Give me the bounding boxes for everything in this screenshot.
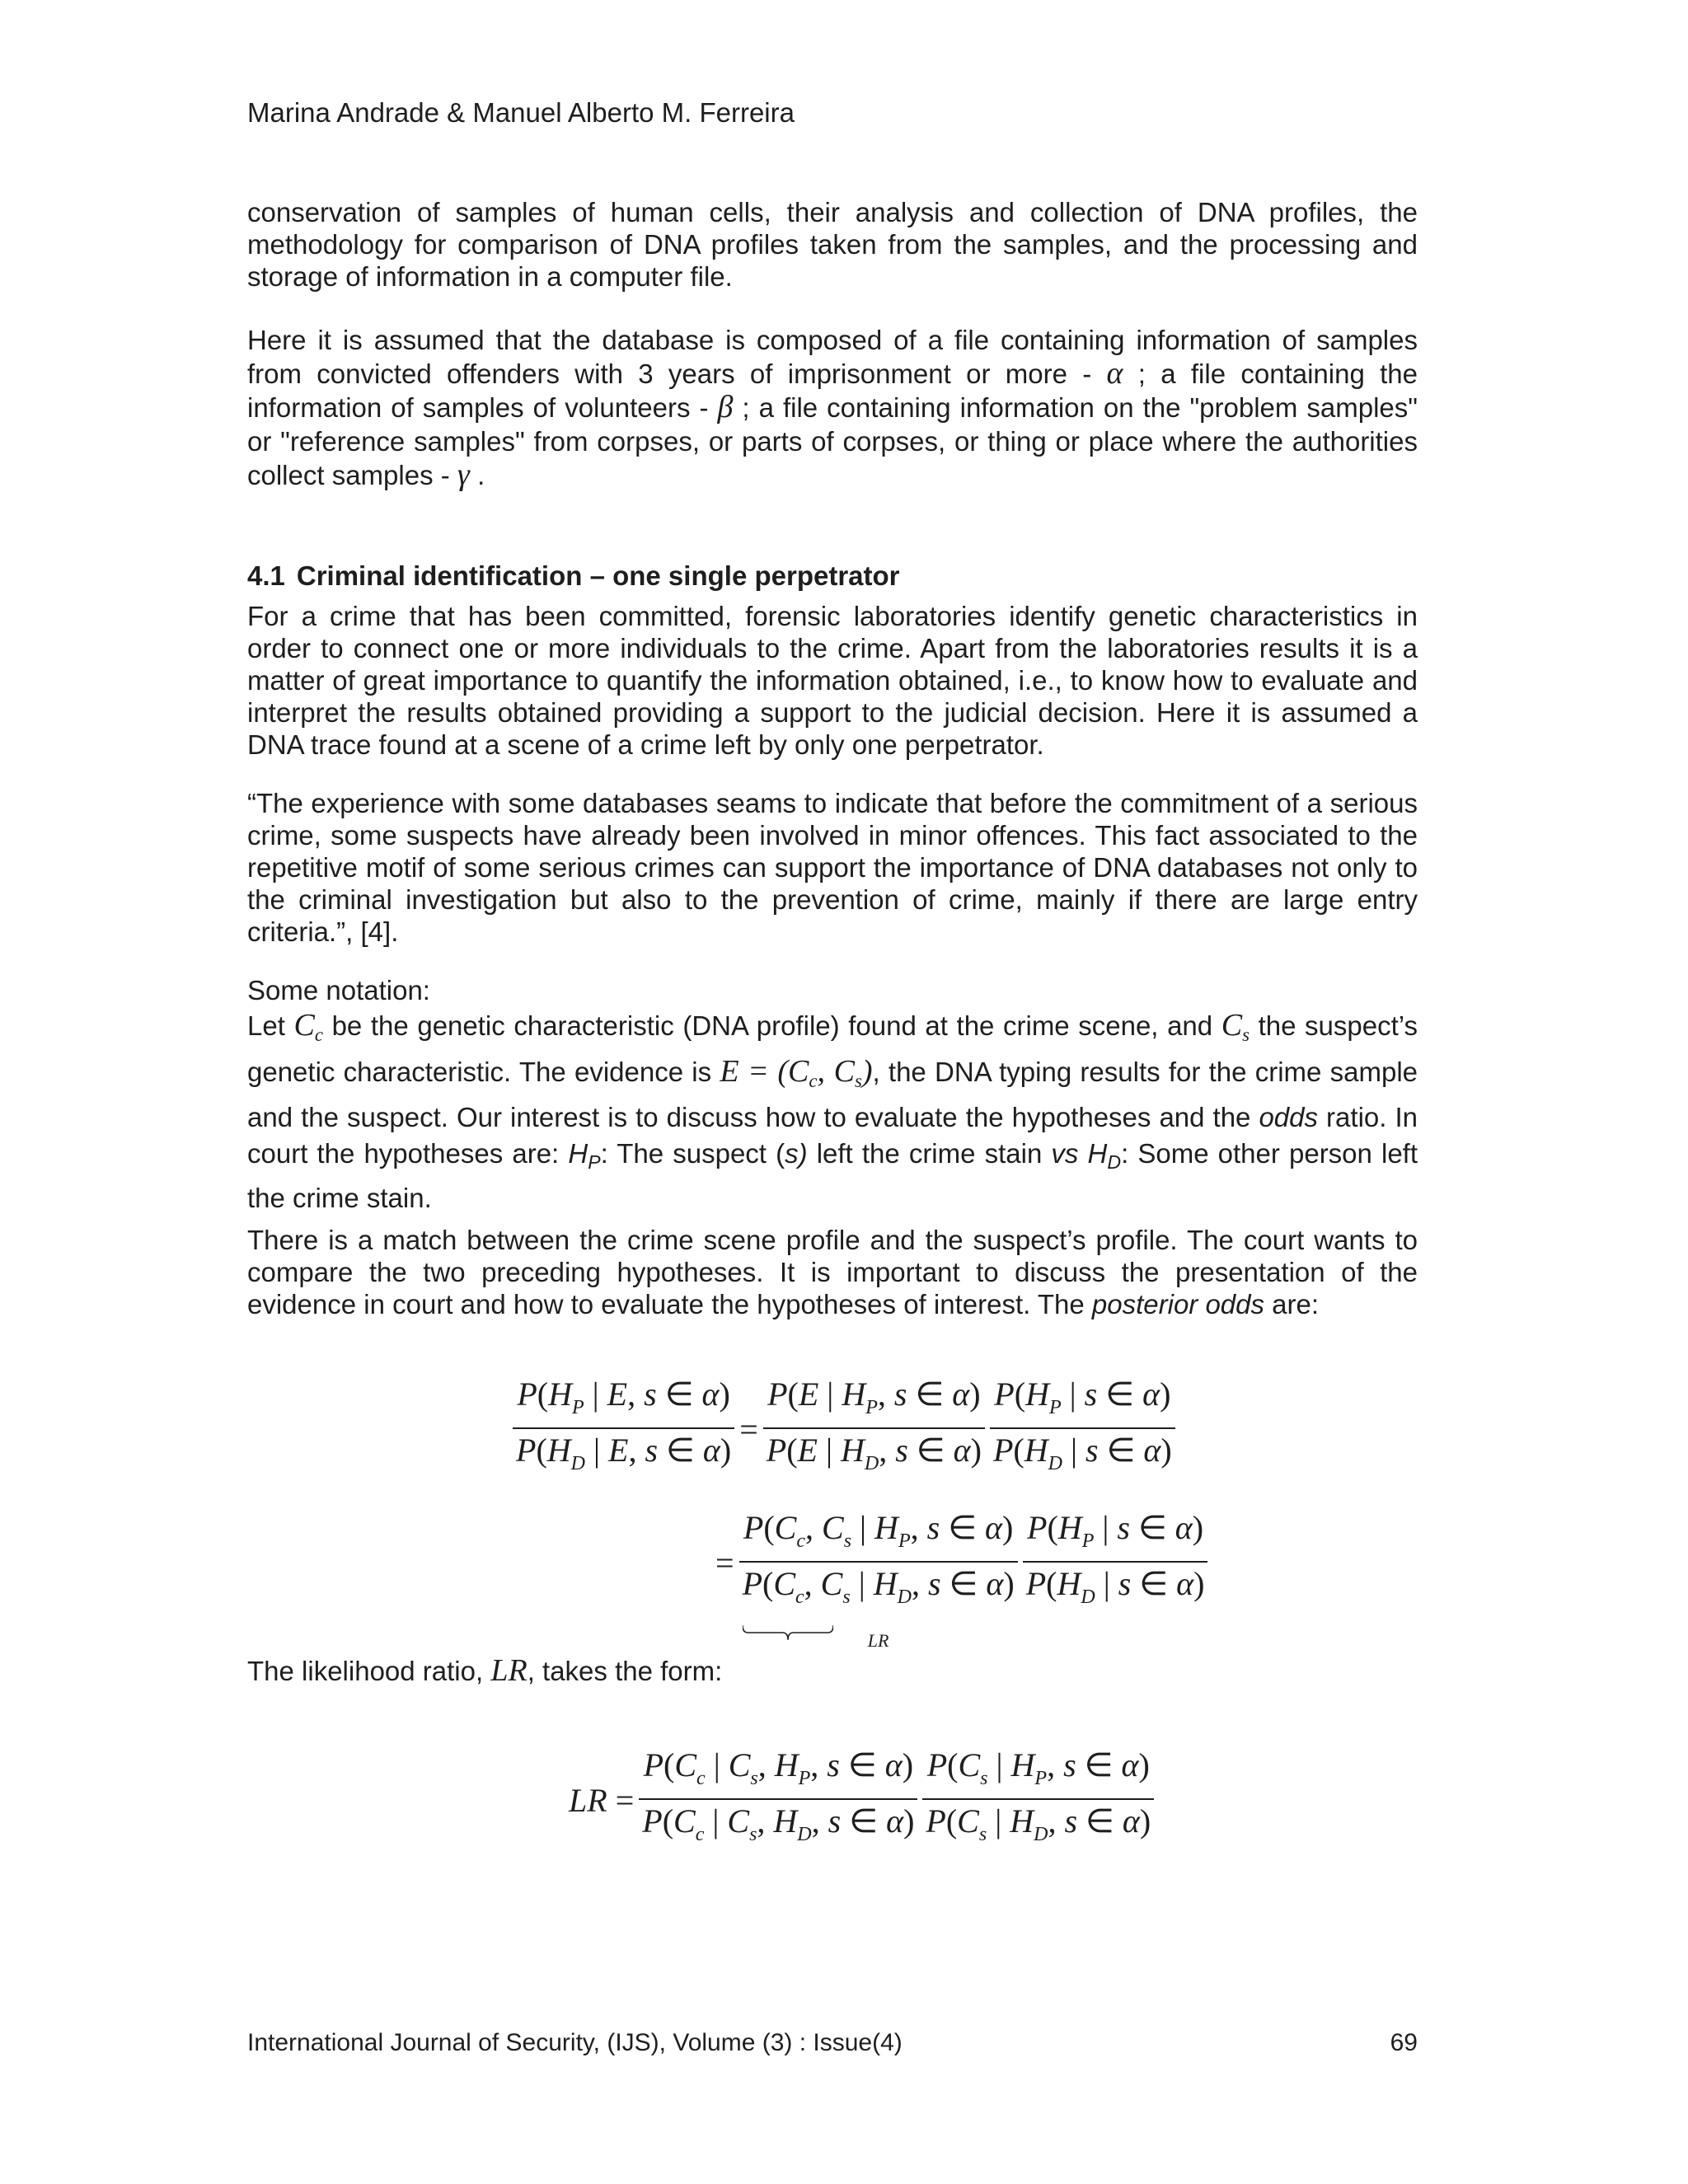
paragraph-match: There is a match between the crime scene profile and the suspect’s profile. The court wants to compare the two preceding hypotheses. It is important to discuss the presentation of the evidence in court and how to evaluate the hypotheses of interest. The posterior odds are: [247,1225,1418,1319]
alpha-symbol: α [1106,356,1123,391]
paragraph-database: Here it is assumed that the database is composed of a file containing information of samples from convicted offenders with 3 years of imprisonment or more - α ; a file containing the information of samples of volunteers - β ; a file containing information on the "problem samples" or "reference samples" from corpses, or parts of corpses, or thing or place where the authorities collect samples - γ . [247,325,1418,492]
section-heading [247,560,900,592]
posterior-odds-equation: $\frac{P(H_P | E, s \in \alpha)}{P(H_D | E, s \in \alpha)}$ = $\frac{P(E | H_P, s \in \alpha)}{P(E | H_D, s \in \alpha)}$ $\frac{P(H_P | s \in \alpha)}{P(H_D | s \in \alpha)}$ [513,1375,1175,1485]
beta-symbol: β [717,390,734,424]
section-number: 4.1 [247,560,285,591]
likelihood-ratio-intro: The likelihood ratio, LR, takes the form: [247,1653,723,1688]
cs-symbol: $C_s$ [1221,1008,1250,1045]
gamma-symbol: γ [457,457,470,492]
cc-symbol: $C_c$ [293,1008,323,1045]
posterior-odds-expansion: = $\frac{P(C_c, C_s | H_P, s \in \alpha)}{P(C_c, C_s | H_D, s \in \alpha)}$ LR $\frac{P(H_P | s \in \alpha)}{P(H_D | s \in \alpha)}$ [710,1508,1207,1619]
paragraph-quote: “The experience with some databases seams to indicate that before the commitment of a serious crime, some suspects have already been involved in minor offences. This fact associated to the repetitive motif of some serious crimes can support the importance of DNA databases not only to the criminal investigation but also to the prevention of crime, mainly if there are large entry criteria.”, [4]. [247,788,1418,947]
journal-citation: International Journal of Security, (IJS), Volume (3) : Issue(4) [247,2029,903,2056]
lr-underbrace-group: $\frac{P(C_c, C_s | H_P, s \in \alpha)}{P(C_c, C_s | H_D, s \in \alpha)}$ LR [739,1508,1018,1619]
notation-label: Some notation: [247,975,430,1005]
paragraph-conservation: conservation of samples of human cells, their analysis and collection of DNA profiles, the methodology for comparison of DNA profiles taken from the samples, and the processing and storage of information in a computer file. [247,197,1418,292]
likelihood-ratio-equation: LR = $\frac{P(C_c | C_s, H_P, s \in \alpha)}{P(C_c | C_s, H_D, s \in \alpha)}$ $\frac{P(C_s | H_P, s \in \alpha)}{P(C_s | H_D, s \in \alpha)}$ [569,1746,1154,1856]
paragraph-notation: Let $C_c$ be the genetic characteristic (DNA profile) found at the crime scene, and $C_s$ the suspect’s genetic characteristic. The evidence is $E = (C_c$, $C_s$), the DNA typing results for the crime sample and the suspect. Our interest is to discuss how to evaluate the hypotheses and the odds ratio. In court the hypotheses are: $H_P$: The suspect (s) left the crime stain vs $H_D$: Some other person left the crime stain. [247,1008,1418,1213]
section-title: Criminal identification – one single perpetrator [296,560,900,591]
brace-label: LR [867,1630,889,1651]
paragraph-forensic: For a crime that has been committed, forensic laboratories identify genetic characteristics in order to connect one or more individuals to the crime. Apart from the laboratories results it is a matter of great importance to quantify the information obtained, i.e., to know how to evaluate and interpret the results obtained providing a support to the judicial decision. Here it is assumed a DNA trace found at a scene of a crime left by only one perpetrator. [247,601,1418,760]
evidence-expression: $E = (C_c$, $C_s$) [720,1053,873,1091]
running-head: Marina Andrade & Manuel Alberto M. Ferreira [247,97,795,128]
page-number: 69 [1390,2029,1418,2056]
